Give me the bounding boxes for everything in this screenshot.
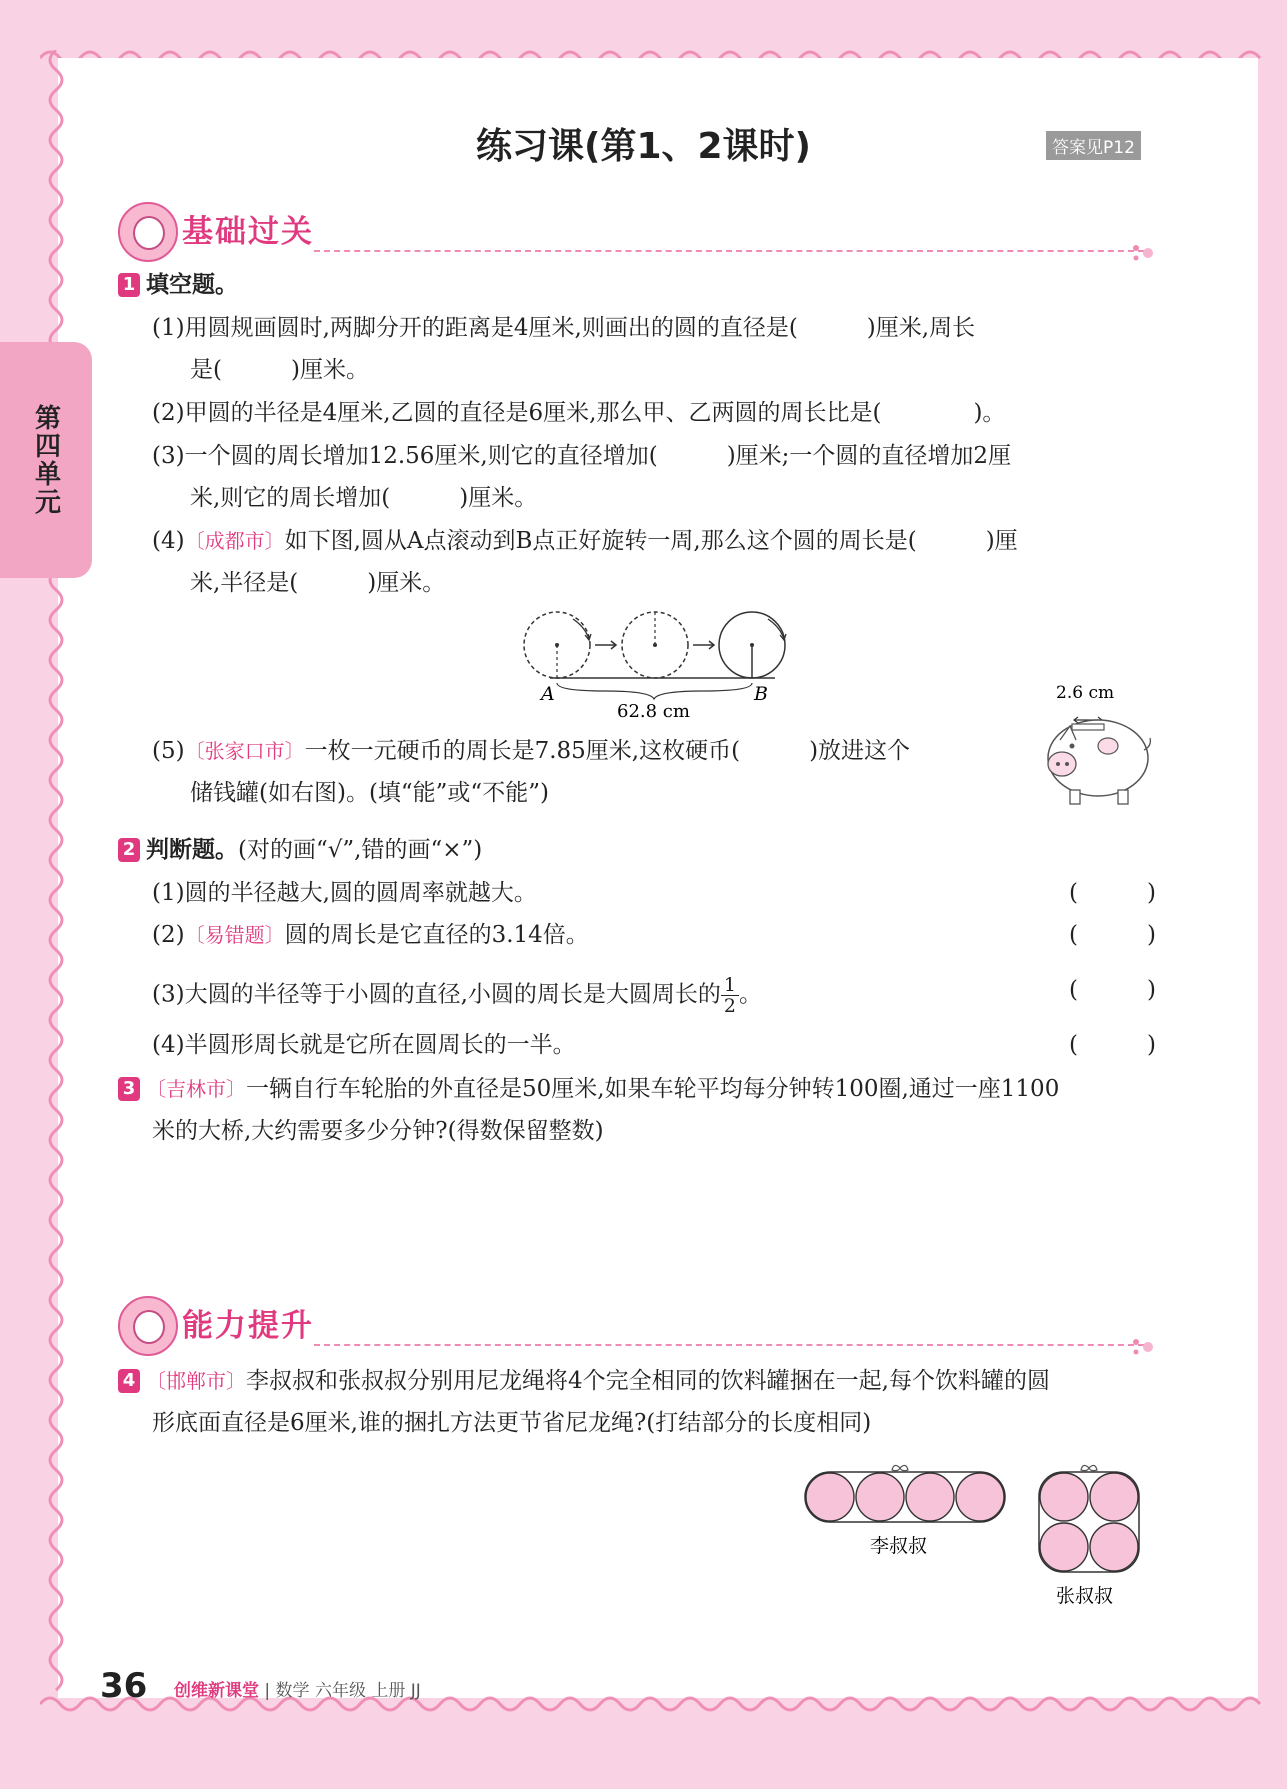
region-tag: 〔张家口市〕 [184,739,305,763]
point-a-label: A [541,683,555,705]
unit-side-tab [0,342,92,578]
point-b-label: B [754,683,768,705]
answer-reference-badge: 答案见P12 [1046,131,1141,160]
q1-part3-line1: (3)一个圆的周长增加12.56厘米,则它的直径增加( )厘米;一个圆的直径增加2厘 [152,443,1012,469]
region-tag: 〔邯郸市〕 [146,1369,246,1393]
question-4-line1: 4 〔邯郸市〕李叔叔和张叔叔分别用尼龙绳将4个完全相同的饮料罐捆在一起,每个饮料罐的圆 [118,1366,1050,1396]
zhang-label: 张叔叔 [1056,1585,1114,1607]
question-number-badge: 3 [118,1077,140,1101]
piggy-bank-figure [1040,678,1160,813]
q2-item1: (1)圆的半径越大,圆的圆周率就越大。 ( ) [152,880,1156,906]
q1-part2: (2)甲圆的半径是4厘米,乙圆的直径是6厘米,那么甲、乙两圆的周长比是( )。 [152,400,1006,426]
question-4-line2: 形底面直径是6厘米,谁的捆扎方法更节省尼龙绳?(打结部分的长度相同) [152,1410,872,1436]
mascot-icon [118,202,178,262]
q1-part4-line1: (4)〔成都市〕如下图,圆从A点滚动到B点正好旋转一周,那么这个圆的周长是( )厘 [152,528,1018,554]
slot-width-label: 2.6 cm [1056,683,1115,703]
q1-part3-line2: 米,则它的周长增加( )厘米。 [190,485,538,511]
region-tag: 〔吉林市〕 [146,1077,246,1101]
question-2-header [118,835,482,865]
li-label: 李叔叔 [870,1535,928,1557]
q1-part1-line1: (1)用圆规画圆时,两脚分开的距离是4厘米,则画出的圆的直径是( )厘米,周长 [152,315,976,341]
section-header-advanced [118,1296,1158,1356]
wavy-border-left [44,50,68,1700]
region-tag: 〔成都市〕 [184,529,285,553]
question-heading: 填空题。 [146,272,238,298]
q1-part4-line2: 米,半径是( )厘米。 [190,570,446,596]
q2-item2: (2)〔易错题〕圆的周长是它直径的3.14倍。 ( ) [152,922,1156,948]
q1-part5-line2: 储钱罐(如右图)。(填“能”或“不能”) [190,780,549,806]
question-3-line1: 3 〔吉林市〕一辆自行车轮胎的外直径是50厘米,如果车轮平均每分钟转100圈,通过一座1100 [118,1074,1059,1104]
length-label: 62.8 cm [617,701,690,722]
question-heading: 判断题。 [146,837,238,863]
question-3-line2: 米的大桥,大约需要多少分钟?(得数保留整数) [152,1118,604,1144]
brand-name: 创维新课堂 [174,1681,259,1701]
question-number-badge: 2 [118,838,140,862]
cans-square-figure [1034,1462,1144,1612]
question-note: (对的画“√”,错的画“×”) [238,837,483,863]
unit-label: 第四单元 [30,404,61,516]
question-1-header [118,270,238,300]
tag-label: 〔易错题〕 [184,923,285,947]
page-number: 36 [100,1666,148,1706]
question-number-badge: 1 [118,273,140,297]
cans-row-figure [800,1462,1010,1562]
answer-blank[interactable]: ( ) [1069,922,1156,948]
decorative-dots-icon [1128,242,1158,262]
answer-blank[interactable]: ( ) [1069,1032,1156,1058]
rolling-circle-figure [515,605,795,725]
section-header-basic [118,202,1158,262]
section-title: 基础过关 [182,214,314,250]
book-info: | 数学 六年级 上册 JJ [264,1681,421,1701]
answer-blank[interactable]: ( ) [1069,880,1156,906]
answer-blank[interactable]: ( ) [1069,977,1156,1003]
q1-part5-line1: (5)〔张家口市〕一枚一元硬币的周长是7.85厘米,这枚硬币( )放进这个 [152,738,911,764]
decorative-dots-icon [1128,1336,1158,1356]
footer-brand [174,1676,421,1701]
q2-item4: (4)半圆形周长就是它所在圆周长的一半。 ( ) [152,1032,1156,1058]
question-number-badge: 4 [118,1369,140,1393]
section-title: 能力提升 [182,1308,314,1344]
fraction-one-half: $\frac{1}{2}$ [721,975,739,1016]
page-title: 练习课(第1、2课时) [475,126,811,167]
mascot-icon [118,1296,178,1356]
q1-part1-line2: 是( )厘米。 [190,357,369,383]
q2-item3: (3)大圆的半径等于小圆的直径,小圆的周长是大圆周长的 $\frac{1}{2}$ 。 ( ) [152,974,1156,1017]
